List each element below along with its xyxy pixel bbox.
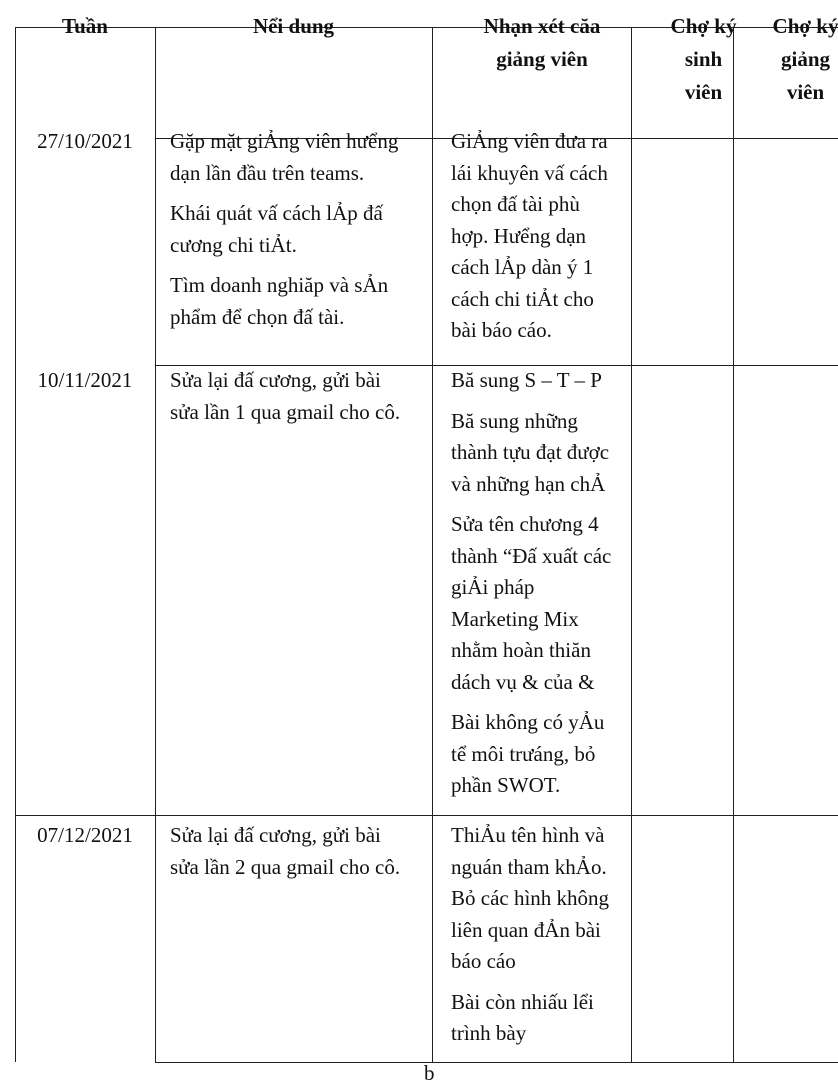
content-line: cương chi tiẢt. — [170, 232, 297, 257]
comment-line: Bài còn nhiấu lểi — [451, 989, 594, 1014]
row-2-content — [170, 365, 432, 428]
comment-line: Bỏ các hình không — [451, 886, 610, 910]
comment-line: Sửa tên chương 4 — [451, 512, 599, 536]
table-border-bottom — [155, 1062, 838, 1063]
header-teacher-sign-line: viên — [786, 80, 825, 104]
comment-paragraph — [451, 126, 636, 347]
comment-line: chọn đấ tài phù — [451, 192, 580, 216]
header-teacher-sign-line: Chợ ký — [772, 14, 838, 38]
row-week-text: 07/12/2021 — [37, 823, 133, 847]
content-line: sửa lần 2 qua gmail cho cô. — [170, 854, 401, 879]
comment-line: GiẢng viên đưa ra — [451, 129, 608, 153]
content-line: Khái quát vấ cách lẢp đấ — [170, 201, 383, 225]
content-paragraph — [170, 365, 432, 428]
row-3-content — [170, 820, 432, 883]
header-student-sign-line: sinh — [684, 47, 723, 71]
header-student-sign-line: Chợ ký — [670, 14, 737, 38]
comment-line: ThiẢu tên hình và — [451, 823, 605, 847]
content-paragraph — [170, 820, 432, 883]
row-2-comment — [451, 365, 636, 802]
comment-paragraph — [451, 707, 636, 802]
header-content — [155, 10, 432, 43]
header-content-text: Nểi dung — [252, 14, 335, 38]
table-border-left — [15, 27, 16, 1062]
comment-line: nhằm hoàn thiăn — [451, 638, 591, 662]
content-paragraph — [170, 126, 432, 189]
header-week — [15, 10, 155, 43]
content-line: Sửa lại đấ cương, gửi bài — [170, 368, 381, 392]
page-mark-text: b — [424, 1061, 435, 1085]
table-row-divider — [15, 815, 838, 816]
row-week-text: 10/11/2021 — [37, 368, 133, 392]
content-line: Gặp mặt giẢng viên hưểng — [170, 129, 399, 153]
comment-line: phần SWOT. — [451, 773, 561, 797]
header-teacher-sign — [733, 10, 838, 109]
table-col-divider — [733, 27, 734, 1062]
comment-line: dách vụ & của & — [451, 669, 595, 694]
page-mark — [424, 1058, 435, 1088]
comment-paragraph — [451, 987, 636, 1050]
content-line: Sửa lại đấ cương, gửi bài — [170, 823, 381, 847]
row-2-week — [10, 365, 160, 397]
comment-line: Bă sung những — [451, 408, 578, 433]
comment-line: hợp. Hưểng dạn — [451, 223, 587, 248]
table-col-divider — [155, 27, 156, 1062]
comment-line: cách lẢp dàn ý 1 — [451, 255, 594, 279]
row-week-text: 27/10/2021 — [37, 129, 133, 153]
comment-line: nguán tham khẢo. — [451, 854, 607, 879]
content-line: dạn lần đầu trên teams. — [170, 160, 365, 185]
comment-line: lái khuyên vấ cách — [451, 160, 608, 185]
row-1-comment — [451, 126, 636, 347]
comment-line: Marketing Mix — [451, 606, 579, 631]
header-teacher-sign-line: giảng — [780, 47, 830, 71]
comment-line: thành tựu đạt được — [451, 440, 610, 464]
content-line: sửa lần 1 qua gmail cho cô. — [170, 399, 401, 424]
header-comment — [432, 10, 652, 76]
comment-line: liên quan đẢn bài — [451, 917, 601, 942]
row-3-comment — [451, 820, 636, 1050]
row-1-content — [170, 126, 432, 333]
comment-line: tể môi trưáng, bỏ — [451, 741, 596, 766]
table-col-divider — [432, 27, 433, 1062]
content-paragraph — [170, 270, 432, 333]
content-line: phẩm để chọn đấ tài. — [170, 304, 345, 329]
content-line: Tìm doanh nghiăp và sẢn — [170, 273, 389, 297]
header-comment-line: giảng viên — [496, 47, 588, 71]
header-comment-line: Nhạn xét căa — [483, 14, 601, 38]
comment-paragraph — [451, 509, 636, 698]
comment-line: Bă sung S – T – P — [451, 368, 602, 392]
comment-line: báo cáo — [451, 949, 516, 973]
comment-paragraph — [451, 365, 636, 397]
comment-paragraph — [451, 820, 636, 978]
comment-line: trình bày — [451, 1021, 527, 1045]
comment-paragraph — [451, 406, 636, 501]
comment-line: Bài không có yẢu — [451, 710, 605, 734]
row-1-week — [10, 126, 160, 158]
comment-line: thành “Đấ xuất các — [451, 543, 612, 568]
comment-line: bài báo cáo. — [451, 318, 552, 342]
comment-line: cách chi tiẢt cho — [451, 286, 594, 311]
header-student-sign-line: viên — [684, 80, 723, 104]
comment-line: giẢi pháp — [451, 575, 535, 599]
comment-line: và những hạn chẢ — [451, 471, 606, 496]
row-3-week — [10, 820, 160, 852]
content-paragraph — [170, 198, 432, 261]
header-week-text: Tuần — [62, 14, 108, 38]
